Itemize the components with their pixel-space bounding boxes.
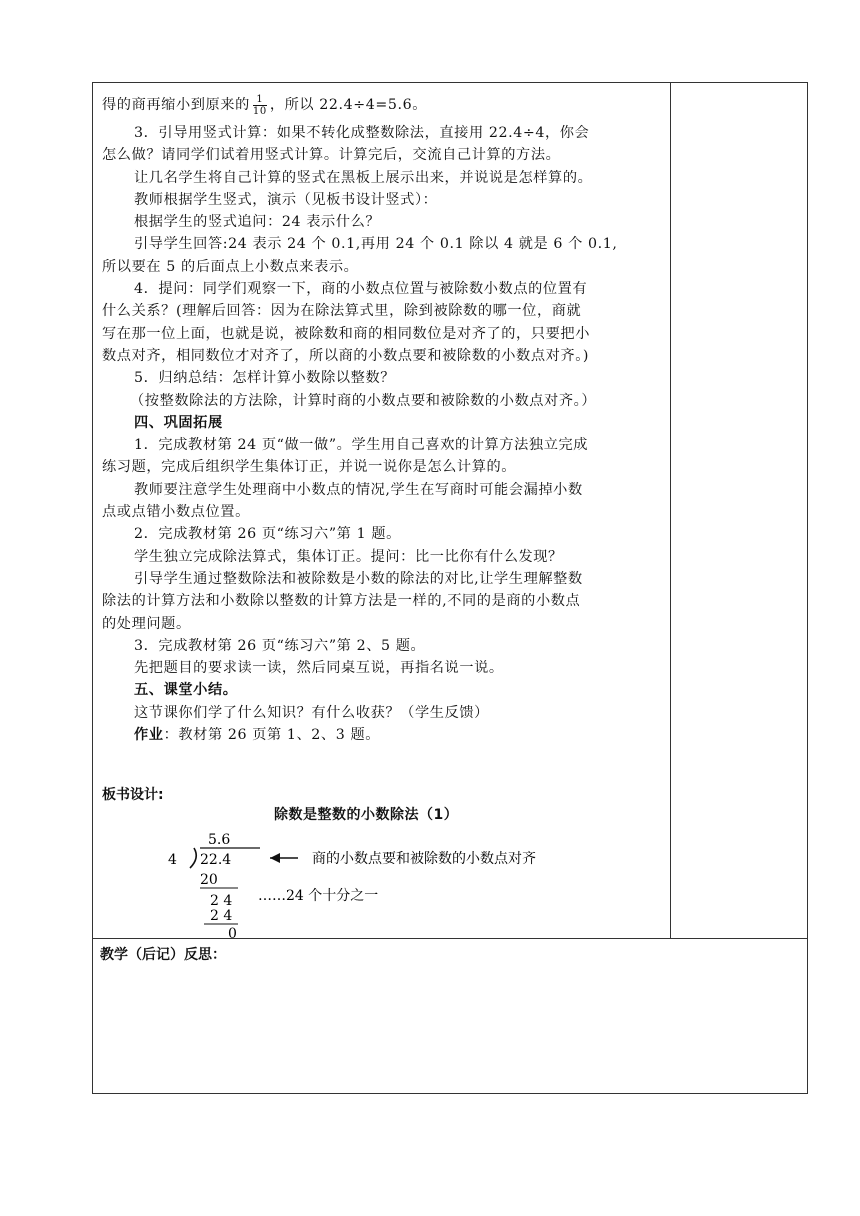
board-title: 除数是整数的小数除法（1） — [274, 807, 459, 823]
paragraph: （按整数除法的方法除，计算时商的小数点要和被除数的小数点对齐。） — [130, 392, 597, 409]
homework-label: 作业 — [134, 727, 164, 744]
paragraph: 这节课你们学了什么知识？有什么收获？（学生反馈） — [134, 704, 489, 721]
paragraph: 怎么做？请同学们试着用竖式计算。计算完后，交流自己计算的方法。 — [102, 147, 561, 164]
paragraph: 点或点错小数点位置。 — [102, 504, 250, 521]
paragraph: 根据学生的竖式追问：24 表示什么？ — [134, 214, 381, 231]
reflection-label: 教学（后记）反思： — [100, 947, 226, 963]
paragraph — [102, 88, 664, 122]
fraction-numerator: 1 — [253, 94, 267, 106]
paragraph: 学生独立完成除法算式，集体订正。提问：比一比你有什么发现？ — [134, 548, 563, 565]
division-bracket — [190, 848, 196, 868]
paragraph: 2．完成教材第 26 页“练习六”第 1 题。 — [134, 526, 401, 543]
paragraph: 引导学生回答:24 表示 24 个 0.1,再用 24 个 0.1 除以 4 就是 6 个 0.1, — [134, 236, 618, 253]
paragraph: 先把题目的要求读一读，然后同桌互说，再指名说一说。 — [134, 660, 504, 677]
paragraph — [102, 724, 664, 746]
homework-text: ：教材第 26 页第 1、2、3 题。 — [163, 727, 381, 744]
paragraph: 3．完成教材第 26 页“练习六”第 2、5 题。 — [134, 637, 426, 654]
paragraph: 让几名学生将自己计算的竖式在黑板上展示出来，并说说是怎样算的。 — [134, 169, 593, 186]
paragraph: 所以要在 5 的后面点上小数点来表示。 — [102, 258, 359, 275]
paragraph: 数点对齐，相同数位才对齐了，所以商的小数点要和被除数的小数点对齐。) — [102, 347, 590, 364]
paragraph: 什么关系？(理解后回答：因为在除法算式里，除到被除数的哪一位，商就 — [102, 303, 582, 320]
text: ，所以 22.4÷4=5.6。 — [269, 97, 428, 113]
fraction — [253, 94, 267, 117]
step-product: 2 4 — [210, 908, 233, 924]
section-heading: 四、巩固拓展 — [134, 414, 223, 431]
long-division-diagram — [160, 826, 600, 942]
board-note: 商的小数点要和被除数的小数点对齐 — [312, 851, 536, 867]
final-remainder: 0 — [228, 926, 237, 942]
paragraph: 的处理问题。 — [102, 615, 191, 632]
fraction-denominator: 10 — [252, 105, 267, 117]
board-note: ……24 个十分之一 — [258, 888, 379, 904]
step-remainder: 2 4 — [210, 893, 233, 909]
section-heading: 五、课堂小结。 — [134, 682, 238, 699]
step-product: 20 — [200, 872, 218, 888]
paragraph: 除法的计算方法和小数除以整数的计算方法是一样的,不同的是商的小数点 — [102, 593, 581, 610]
paragraph: 写在那一位上面，也就是说，被除数和商的相同数位是对齐了的，只要把小 — [102, 325, 590, 342]
arrow-icon — [270, 853, 280, 863]
paragraph: 教师根据学生竖式，演示（见板书设计竖式）： — [134, 191, 438, 208]
table-column-divider — [670, 82, 671, 939]
board-design-label: 板书设计: — [102, 787, 164, 803]
quotient: 5.6 — [208, 832, 231, 848]
paragraph: 5．归纳总结：怎样计算小数除以整数？ — [134, 370, 396, 387]
paragraph: 引导学生通过整数除法和被除数是小数的除法的对比,让学生理解整数 — [134, 570, 583, 587]
text: 得的商再缩小到原来的 — [102, 97, 250, 113]
paragraph: 教师要注意学生处理商中小数点的情况,学生在写商时可能会漏掉小数 — [134, 481, 583, 498]
paragraph: 3．引导用竖式计算：如果不转化成整数除法，直接用 22.4÷4，你会 — [134, 125, 590, 141]
lesson-body — [102, 88, 664, 746]
dividend: 22.4 — [200, 852, 232, 868]
paragraph: 练习题，完成后组织学生集体订正，并说一说你是怎么计算的。 — [102, 459, 517, 476]
divisor: 4 — [168, 852, 177, 868]
paragraph: 4．提问：同学们观察一下，商的小数点位置与被除数小数点的位置有 — [134, 281, 588, 298]
paragraph: 1．完成教材第 24 页“做一做”。学生用自己喜欢的计算方法独立完成 — [134, 437, 589, 454]
